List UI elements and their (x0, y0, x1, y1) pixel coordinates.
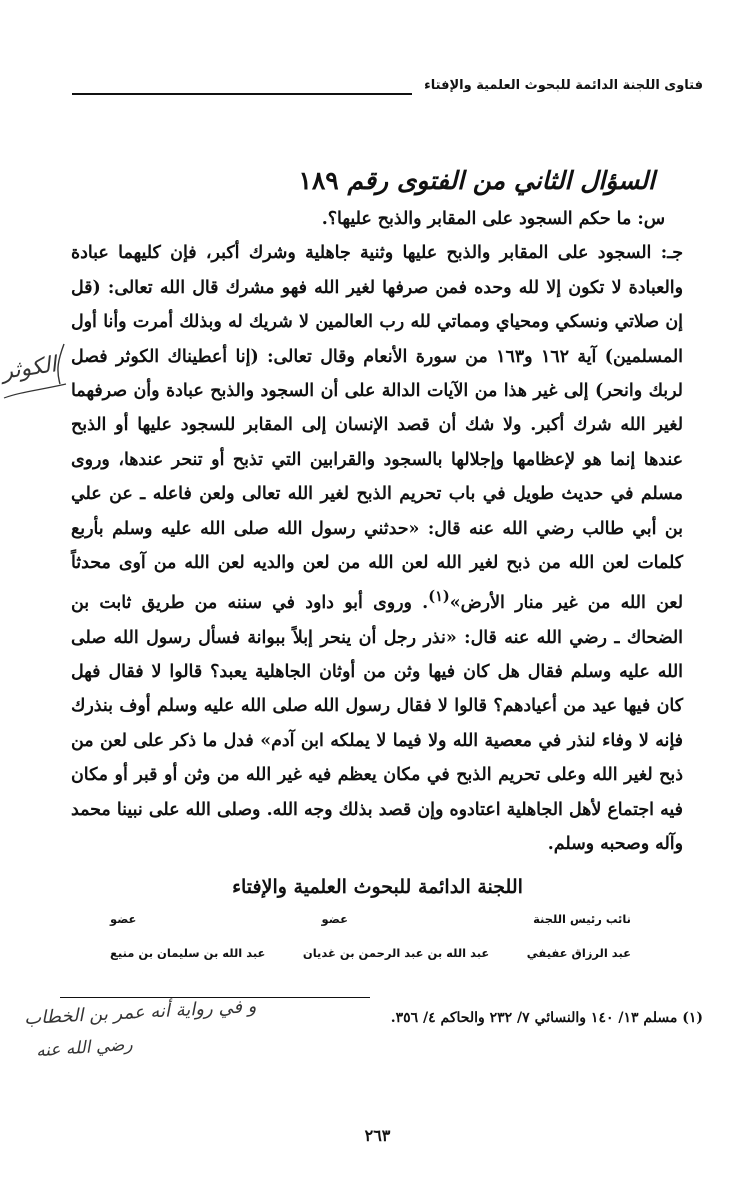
answer-label: جـ: (660, 243, 683, 264)
running-header-title: فتاوى اللجنة الدائمة للبحوث العلمية والإفتاء (424, 78, 703, 93)
quran-verse-2: (إنا أعطيناك الكوثر فصل لربك وانحر) (71, 346, 683, 402)
committee-title: اللجنة الدائمة للبحوث العلمية والإفتاء (232, 876, 523, 898)
answer-text-1: السجود على المقابر والذبح عليها وثنية جاهلية وشرك أكبر، فإن كليهما عبادة والعبادة لا تكون إلا لله وحده فمن صرفها لغير الله فهو مشرك قال الله تعالى: (71, 243, 683, 298)
question-label: س: (637, 209, 665, 229)
question-title (298, 166, 655, 195)
quran-verse-1: (قل إن صلاتي ونسكي ومحياي ومماتي لله رب العالمين لا شريك له وبذلك أمرت وأنا أول المسلمين) (71, 277, 684, 367)
role-member-1: عضو (110, 912, 137, 926)
answer-paragraph (71, 236, 683, 861)
answer-text-2: آية ١٦٢ و١٦٣ من سورة الأنعام وقال تعالى: (267, 346, 597, 367)
page-number: ٢٦٣ (364, 1126, 391, 1145)
committee-names (110, 946, 631, 960)
signatory-name-1: عبد الله بن سليمان بن منيع (110, 946, 266, 960)
signatory-name-3: عبد الرزاق عفيفي (526, 946, 631, 960)
fatwa-number: ١٨٩ (298, 166, 339, 195)
question-title-text: السؤال الثاني من الفتوى رقم (347, 166, 655, 195)
committee-roles (110, 912, 631, 926)
answer-text-3: إلى غير هذا من الآيات الدالة على أن السجود والذبح عبادة وأن صرفهما لغير الله شرك أكبر. ولا شك أن قصد الإنسان إلى المقابر للسجود عليها أو الذبح عندها إنما هو لإعظامها وإجلالها بالسجود والقرابين التي تذبح أو تنحر عندها، وروى مسلم في حديث طويل في باب تحريم الذبح لغير الله تعالى ولعن فاعله ـ عن علي بن أبي طالب رضي الله عنه قال: «حدثني رسول الله صلى الله عليه وسلم بأربع كلمات لعن الله من ذبح لغير الله لعن الله من لعن والديه لعن الله من آوى محدثاً لعن الله من غير منار الأرض» (71, 381, 683, 614)
signatory-name-2: عبد الله بن عبد الرحمن بن غديان (302, 946, 490, 960)
running-header (424, 78, 703, 93)
footnote-reference: (١) (428, 588, 450, 606)
question-paragraph (71, 202, 683, 236)
footnote: (١) مسلم ١٣/ ١٤٠ والنسائي ٧/ ٢٣٢ والحاكم ٤/ ٣٥٦. (390, 1010, 703, 1026)
answer-text-4: . وروى أبو داود في سننه من طريق ثابت بن الضحاك ـ رضي الله عنه قال: «نذر رجل أن ينحر إبلاً ببوانة فسأل رسول الله صلى الله عليه وسلم فقال هل كان فيها وثن من أوثان الجاهلية يعبد؟ قالوا لا فقال فهل كان فيها عيد من أعيادهم؟ قالوا لا فقال رسول الله صلى الله عليه وسلم أوف بنذرك فإنه لا وفاء لنذر في معصية الله ولا فيما لا يملكه ابن آدم» فدل ما ذكر على لعن من ذبح لغير الله وعلى تحريم الذبح في مكان يعظم فيه غير الله من وثن أو قبر أو مكان فيه اجتماع لأهل الجاهلية اعتادوه وإن قصد بذلك وجه الله. وصلى الله على نبينا محمد وآله وصحبه وسلم. (71, 593, 683, 855)
handwritten-footnote-line-2: رضي الله عنه (35, 1034, 134, 1062)
fatwa-body (71, 202, 683, 862)
handwritten-margin-note: الكوثر (0, 352, 59, 385)
role-member-2: عضو (321, 912, 348, 926)
header-rule (72, 93, 412, 95)
question-text: ما حكم السجود على المقابر والذبح عليها؟. (321, 209, 632, 229)
role-deputy-chair: نائب رئيس اللجنة (533, 912, 631, 926)
handwritten-footnote-line-1: و في رواية أنه عمر بن الخطاب (23, 995, 257, 1030)
